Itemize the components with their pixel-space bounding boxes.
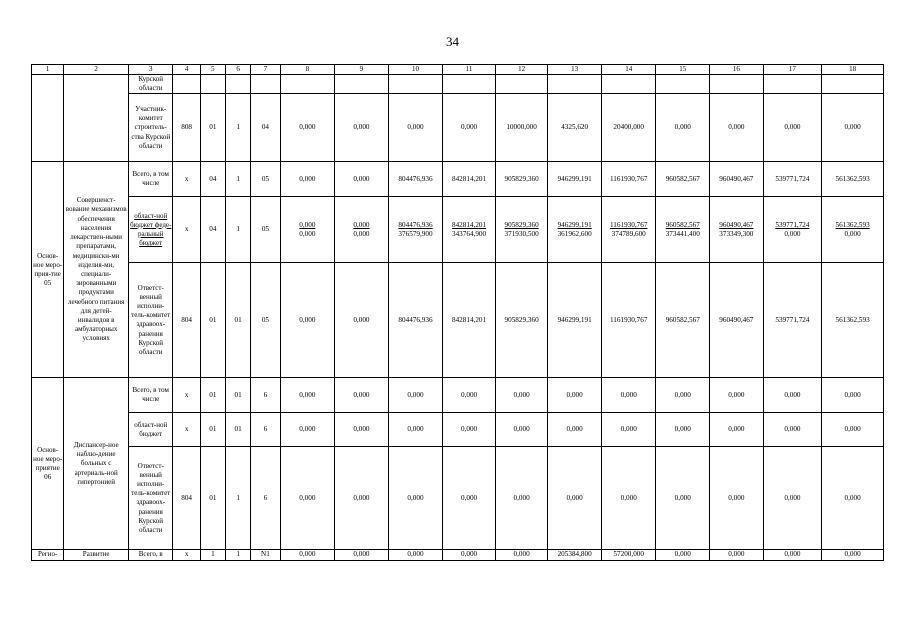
value-cell <box>656 75 710 94</box>
value-cell: 1 <box>226 94 251 162</box>
column-header: 3 <box>129 65 173 75</box>
source-cell: Участник-комитет строитель-ства Курской области <box>129 94 173 162</box>
activity-code-cell: Основ-ное меро-приятие 06 <box>32 378 64 550</box>
source-cell: Всего, в том числе <box>129 378 173 413</box>
value-cell: 960490,467 <box>710 162 764 197</box>
value-cell: 946299,191 <box>548 263 602 378</box>
value-cell <box>251 75 280 94</box>
value-cell: 01 <box>226 378 251 413</box>
value-cell: 0,000 <box>280 378 335 413</box>
value-cell: 0,000 <box>548 447 602 550</box>
federal-budget-value: 343764,900 <box>451 229 487 238</box>
regional-budget-value: 842814,201 <box>451 220 487 229</box>
activity-name-cell <box>64 75 129 162</box>
value-cell: 0,000 <box>822 447 884 550</box>
value-pair-cell <box>601 197 656 263</box>
value-cell: 0,000 <box>495 378 548 413</box>
value-cell: 04 <box>200 197 225 263</box>
activity-name-cell: Развитие <box>64 550 129 560</box>
column-header: 18 <box>822 65 884 75</box>
table-row <box>32 263 884 378</box>
value-cell: 960582,567 <box>656 162 710 197</box>
value-cell: 0,000 <box>822 413 884 447</box>
value-cell: 0,000 <box>280 447 335 550</box>
table-row <box>32 94 884 162</box>
column-header: 4 <box>173 65 200 75</box>
value-cell: 0,000 <box>763 413 822 447</box>
value-cell: 842814,201 <box>443 162 496 197</box>
value-cell: x <box>173 550 200 560</box>
table-row <box>32 75 884 94</box>
source-cell: област-ной бюджет феде-ральный бюджет <box>129 197 173 263</box>
value-cell <box>601 75 656 94</box>
table-row <box>32 413 884 447</box>
federal-budget-value: 373349,300 <box>719 229 754 238</box>
column-header: 13 <box>548 65 602 75</box>
value-cell: 205384,800 <box>548 550 602 560</box>
column-header: 10 <box>388 65 443 75</box>
value-cell: 0,000 <box>822 550 884 560</box>
column-header: 17 <box>763 65 822 75</box>
column-header: 9 <box>335 65 389 75</box>
column-header: 5 <box>200 65 225 75</box>
value-cell <box>495 75 548 94</box>
federal-budget-value: 0,000 <box>299 229 316 238</box>
regional-budget-value: 960490,467 <box>719 220 754 229</box>
value-cell: 6 <box>251 413 280 447</box>
activity-name-cell: Диспансер-ное наблю-дение больных с артериаль-ной гипертонией <box>64 378 129 550</box>
federal-budget-value: 371930,500 <box>504 229 539 238</box>
value-cell: 0,000 <box>601 447 656 550</box>
value-cell <box>548 75 602 94</box>
value-pair-cell <box>548 197 602 263</box>
value-cell: 0,000 <box>763 94 822 162</box>
value-cell: 01 <box>226 263 251 378</box>
value-cell: 804 <box>173 447 200 550</box>
value-pair-cell <box>280 197 335 263</box>
regional-budget-value: 1161930,767 <box>609 220 648 229</box>
value-cell: 0,000 <box>822 378 884 413</box>
table-row <box>32 197 884 263</box>
value-cell: 946299,191 <box>548 162 602 197</box>
regional-budget-value: 946299,191 <box>557 220 592 229</box>
value-cell: 4325,620 <box>548 94 602 162</box>
value-cell: 0,000 <box>443 447 496 550</box>
value-cell: 1 <box>226 447 251 550</box>
value-cell: 04 <box>251 94 280 162</box>
table-row <box>32 378 884 413</box>
value-cell: 04 <box>200 162 225 197</box>
value-cell: 0,000 <box>656 413 710 447</box>
value-cell <box>335 75 389 94</box>
value-cell: 0,000 <box>280 162 335 197</box>
value-cell <box>763 75 822 94</box>
value-cell <box>388 75 443 94</box>
value-pair-cell <box>822 197 884 263</box>
regional-budget-value: 0,000 <box>299 220 316 229</box>
federal-budget-value: 361962,600 <box>557 229 592 238</box>
value-cell: 0,000 <box>388 413 443 447</box>
value-cell: x <box>173 197 200 263</box>
value-pair-cell <box>388 197 443 263</box>
value-cell: 0,000 <box>443 94 496 162</box>
value-cell: 0,000 <box>601 378 656 413</box>
activity-code-cell <box>32 75 64 162</box>
source-cell: Курской области <box>129 75 173 94</box>
value-pair-cell <box>656 197 710 263</box>
value-cell: 0,000 <box>443 413 496 447</box>
value-cell: 804476,936 <box>388 263 443 378</box>
value-cell: 0,000 <box>656 447 710 550</box>
value-cell: 561362,593 <box>822 162 884 197</box>
value-cell: 0,000 <box>710 378 764 413</box>
regional-budget-value: 0,000 <box>353 220 370 229</box>
value-cell: 0,000 <box>495 447 548 550</box>
value-cell: 804 <box>173 263 200 378</box>
value-cell: 1 <box>226 550 251 560</box>
value-cell: 0,000 <box>822 94 884 162</box>
activity-code-cell: Основ-ное меро-прия-тие 05 <box>32 162 64 378</box>
value-cell: 05 <box>251 162 280 197</box>
value-cell: 1 <box>226 197 251 263</box>
column-header: 11 <box>443 65 496 75</box>
value-cell: 0,000 <box>280 263 335 378</box>
federal-budget-value: 376579,900 <box>398 229 433 238</box>
source-cell: Ответст-венный исполни-тель-комитет здравоох-ранения Курской области <box>129 263 173 378</box>
value-cell: 804476,936 <box>388 162 443 197</box>
value-cell: 960490,467 <box>710 263 764 378</box>
value-cell: 0,000 <box>495 550 548 560</box>
value-cell: 0,000 <box>335 162 389 197</box>
value-cell: 01 <box>200 378 225 413</box>
value-cell: 808 <box>173 94 200 162</box>
value-cell: 0,000 <box>388 550 443 560</box>
activity-code-cell: Регио- <box>32 550 64 560</box>
activity-name-cell: Совершенст-вование механизмов обеспечения населения лекарствен-ными препаратами, медицински-ми изделия-ми, специали-зированными продуктами лечебного питания для детей-инвалидов в амбулаторных условиях <box>64 162 129 378</box>
value-cell: 0,000 <box>601 413 656 447</box>
column-header: 1 <box>32 65 64 75</box>
value-cell: 01 <box>226 413 251 447</box>
value-cell: 561362,593 <box>822 263 884 378</box>
value-cell: 539771,724 <box>763 162 822 197</box>
value-cell: 842814,201 <box>443 263 496 378</box>
value-cell: 0,000 <box>656 94 710 162</box>
federal-budget-value: 374789,600 <box>611 229 646 238</box>
value-cell: 0,000 <box>710 550 764 560</box>
value-cell: 0,000 <box>280 94 335 162</box>
value-cell <box>200 75 225 94</box>
value-cell: 0,000 <box>763 378 822 413</box>
value-cell: 05 <box>251 197 280 263</box>
value-cell: 0,000 <box>388 447 443 550</box>
column-header: 7 <box>251 65 280 75</box>
value-cell: 905829,360 <box>495 263 548 378</box>
value-cell: 0,000 <box>710 447 764 550</box>
value-cell <box>226 75 251 94</box>
regional-budget-value: 905829,360 <box>504 220 539 229</box>
value-cell: 05 <box>251 263 280 378</box>
regional-budget-value: 539771,724 <box>775 220 810 229</box>
value-cell: 57200,000 <box>601 550 656 560</box>
value-cell: 0,000 <box>388 378 443 413</box>
federal-budget-value: 0,000 <box>353 229 370 238</box>
value-cell: 0,000 <box>710 94 764 162</box>
value-cell: 1 <box>226 162 251 197</box>
value-cell: 20400,000 <box>601 94 656 162</box>
regional-budget-value: 804476,936 <box>398 220 433 229</box>
value-cell: 0,000 <box>656 378 710 413</box>
source-cell: област-ной бюджет <box>129 413 173 447</box>
value-cell <box>822 75 884 94</box>
value-cell: 0,000 <box>388 94 443 162</box>
value-cell: 0,000 <box>443 378 496 413</box>
value-pair-cell <box>763 197 822 263</box>
source-cell: Ответст-венный исполни-тель-комитет здравоох-ранения Курской области <box>129 447 173 550</box>
value-cell: 0,000 <box>763 447 822 550</box>
federal-budget-value: 0,000 <box>844 229 861 238</box>
regional-budget-value: 960582,567 <box>665 220 700 229</box>
value-cell: 01 <box>200 94 225 162</box>
table-row <box>32 447 884 550</box>
value-cell: 0,000 <box>335 263 389 378</box>
table-row <box>32 162 884 197</box>
value-cell: 0,000 <box>335 550 389 560</box>
regional-budget-value: 561362,593 <box>835 220 870 229</box>
value-cell <box>173 75 200 94</box>
value-pair-cell <box>710 197 764 263</box>
page-number: 34 <box>446 34 459 49</box>
value-pair-cell <box>335 197 389 263</box>
value-cell: 0,000 <box>335 447 389 550</box>
value-cell: x <box>173 162 200 197</box>
column-header: 2 <box>64 65 129 75</box>
value-cell <box>280 75 335 94</box>
source-cell: Всего, в <box>129 550 173 560</box>
value-pair-cell <box>495 197 548 263</box>
value-cell: 01 <box>200 447 225 550</box>
header-row <box>32 65 884 75</box>
column-header: 15 <box>656 65 710 75</box>
value-cell: 905829,360 <box>495 162 548 197</box>
value-cell: 0,000 <box>335 378 389 413</box>
value-cell: 539771,724 <box>763 263 822 378</box>
value-cell: 0,000 <box>548 413 602 447</box>
value-cell: 0,000 <box>443 550 496 560</box>
value-cell <box>443 75 496 94</box>
value-cell: x <box>173 413 200 447</box>
value-cell: 0,000 <box>763 550 822 560</box>
value-cell: 0,000 <box>335 413 389 447</box>
value-cell: 0,000 <box>280 550 335 560</box>
column-header: 8 <box>280 65 335 75</box>
value-cell: 1161930,767 <box>601 263 656 378</box>
value-cell: 0,000 <box>335 94 389 162</box>
value-cell: 0,000 <box>548 378 602 413</box>
value-cell: 01 <box>200 263 225 378</box>
source-cell: Всего, в том числе <box>129 162 173 197</box>
table-row <box>32 550 884 560</box>
value-pair-cell <box>443 197 496 263</box>
budget-table <box>31 64 884 561</box>
value-cell: 1 <box>200 550 225 560</box>
value-cell: 10000,000 <box>495 94 548 162</box>
federal-budget-value: 0,000 <box>784 229 801 238</box>
value-cell: 0,000 <box>280 413 335 447</box>
value-cell: 960582,567 <box>656 263 710 378</box>
value-cell: 6 <box>251 447 280 550</box>
value-cell: x <box>173 378 200 413</box>
value-cell: 6 <box>251 378 280 413</box>
column-header: 6 <box>226 65 251 75</box>
value-cell: 01 <box>200 413 225 447</box>
column-header: 12 <box>495 65 548 75</box>
value-cell: 0,000 <box>495 413 548 447</box>
federal-budget-value: 373441,400 <box>665 229 700 238</box>
value-cell: 0,000 <box>656 550 710 560</box>
value-cell <box>710 75 764 94</box>
value-cell: 1161930,767 <box>601 162 656 197</box>
column-header: 14 <box>601 65 656 75</box>
value-cell: 0,000 <box>710 413 764 447</box>
value-cell: N1 <box>251 550 280 560</box>
column-header: 16 <box>710 65 764 75</box>
